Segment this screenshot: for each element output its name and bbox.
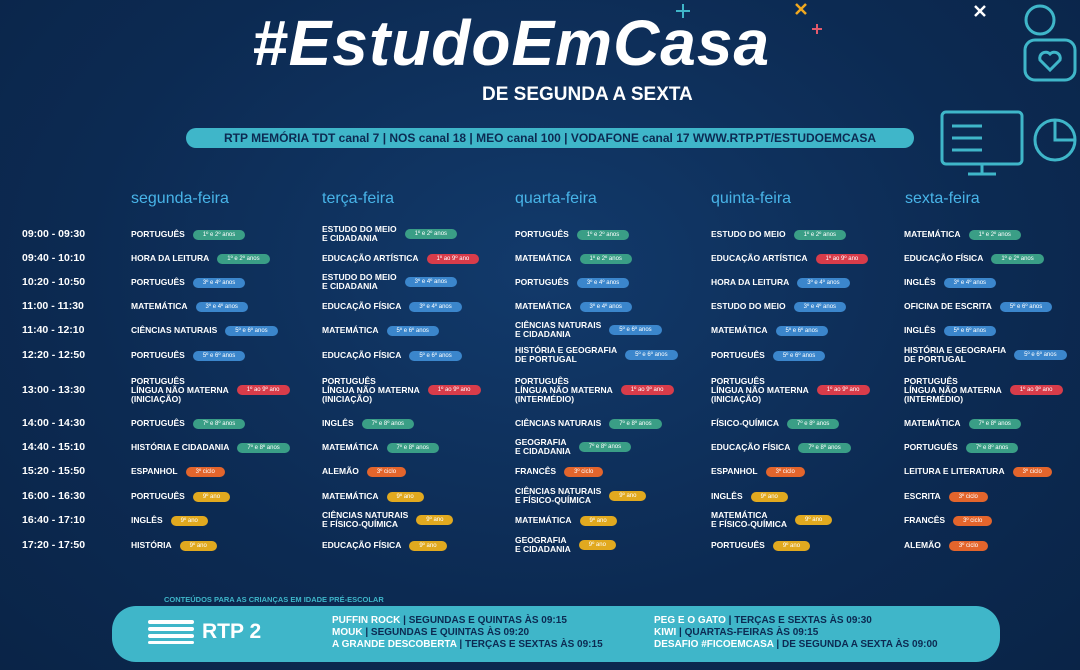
subject-label: CIÊNCIAS NATURAIS E FÍSICO-QUÍMICA bbox=[515, 486, 602, 505]
schedule-cell bbox=[515, 438, 631, 456]
grade-badge: 3º e 4º anos bbox=[405, 277, 457, 287]
subject-label: PORTUGUÊS bbox=[131, 350, 185, 360]
grade-badge: 3º ciclo bbox=[186, 467, 225, 477]
subject-label: MATEMÁTICA bbox=[322, 325, 379, 335]
subject-label: MATEMÁTICA bbox=[515, 301, 572, 311]
subject-label: PORTUGUÊS bbox=[515, 229, 569, 239]
subject-label: MATEMÁTICA bbox=[322, 491, 379, 501]
program-schedule: | QUARTAS-FEIRAS ÀS 09:15 bbox=[676, 627, 819, 638]
schedule-cell bbox=[515, 467, 603, 477]
subject-label: MATEMÁTICA bbox=[322, 442, 379, 452]
schedule-cell bbox=[711, 230, 846, 240]
preschool-program bbox=[654, 627, 818, 639]
subject-label: PORTUGUÊS LÍNGUA NÃO MATERNA (INTERMÉDIO) bbox=[515, 375, 613, 404]
schedule-cell bbox=[515, 377, 674, 404]
schedule-cell bbox=[131, 467, 225, 477]
close-mark-icon bbox=[794, 2, 808, 16]
schedule-cell bbox=[904, 302, 1052, 312]
subject-label: PORTUGUÊS bbox=[904, 442, 958, 452]
grade-badge: 5º e 6º anos bbox=[625, 350, 677, 360]
schedule-cell bbox=[515, 230, 629, 240]
grade-badge: 9º ano bbox=[193, 492, 230, 502]
schedule-cell bbox=[711, 443, 851, 453]
rtp2-logo-text: RTP 2 bbox=[202, 620, 262, 643]
subject-label: PORTUGUÊS LÍNGUA NÃO MATERNA (INTERMÉDIO) bbox=[904, 375, 1002, 404]
time-slot: 13:00 - 13:30 bbox=[22, 384, 86, 396]
grade-badge: 5º e 6º anos bbox=[773, 351, 825, 361]
grade-badge: 1º e 2º anos bbox=[405, 229, 457, 239]
schedule-cell bbox=[131, 351, 245, 361]
subject-label: LEITURA E LITERATURA bbox=[904, 466, 1005, 476]
program-name: KIWI bbox=[654, 627, 677, 638]
schedule-cell bbox=[515, 346, 678, 364]
time-slot: 11:00 - 11:30 bbox=[22, 300, 84, 312]
schedule-cell bbox=[904, 278, 996, 288]
subject-label: EDUCAÇÃO ARTÍSTICA bbox=[711, 253, 808, 263]
grade-badge: 9º ano bbox=[795, 515, 832, 525]
grade-badge: 3º ciclo bbox=[949, 541, 988, 551]
grade-badge: 3º ciclo bbox=[367, 467, 406, 477]
schedule-cell bbox=[904, 516, 992, 526]
subject-label: FÍSICO-QUÍMICA bbox=[711, 418, 779, 428]
subject-label: EDUCAÇÃO FÍSICA bbox=[322, 350, 402, 360]
subject-label: PORTUGUÊS bbox=[515, 277, 569, 287]
time-slot: 12:20 - 12:50 bbox=[22, 349, 86, 361]
grade-badge: 1º e 2º anos bbox=[217, 254, 269, 264]
day-header: quinta-feira bbox=[711, 190, 792, 207]
grade-badge: 1º ao 9º ano bbox=[427, 254, 480, 264]
program-name: PEG E O GATO bbox=[654, 615, 726, 626]
subject-label: PORTUGUÊS bbox=[131, 418, 185, 428]
subject-label: CIÊNCIAS NATURAIS E CIDADANIA bbox=[515, 320, 602, 339]
subject-label: ESTUDO DO MEIO bbox=[711, 229, 786, 239]
grade-badge: 5º e 6º anos bbox=[776, 326, 828, 336]
subject-label: MATEMÁTICA bbox=[904, 418, 961, 428]
time-slot: 11:40 - 12:10 bbox=[22, 324, 85, 336]
subject-label: EDUCAÇÃO FÍSICA bbox=[904, 253, 984, 263]
schedule-cell bbox=[322, 467, 406, 477]
grade-badge: 3º e 4º anos bbox=[797, 278, 849, 288]
subject-label: PORTUGUÊS bbox=[711, 350, 765, 360]
grade-badge: 1º ao 9º ano bbox=[237, 385, 290, 395]
schedule-cell bbox=[322, 511, 453, 529]
grade-badge: 5º e 6º anos bbox=[387, 326, 439, 336]
program-name: PUFFIN ROCK bbox=[332, 615, 401, 626]
grade-badge: 3º e 4º anos bbox=[794, 302, 846, 312]
day-header: quarta-feira bbox=[515, 190, 597, 207]
grade-badge: 1º ao 9º ano bbox=[816, 254, 869, 264]
subject-label: EDUCAÇÃO FÍSICA bbox=[711, 442, 791, 452]
schedule-cell bbox=[711, 467, 805, 477]
grade-badge: 7º e 8º anos bbox=[193, 419, 245, 429]
subject-label: PORTUGUÊS LÍNGUA NÃO MATERNA (INICIAÇÃO) bbox=[131, 375, 229, 404]
grade-badge: 1º e 2º anos bbox=[193, 230, 245, 240]
page-title: #EstudoEmCasa bbox=[252, 7, 771, 79]
grade-badge: 3º e 4º anos bbox=[409, 302, 461, 312]
subject-label: MATEMÁTICA bbox=[515, 515, 572, 525]
grade-badge: 9º ano bbox=[180, 541, 217, 551]
subject-label: ESTUDO DO MEIO E CIDADANIA bbox=[322, 224, 397, 243]
schedule-cell bbox=[131, 443, 290, 453]
plus-icon bbox=[812, 24, 822, 34]
subject-label: PORTUGUÊS LÍNGUA NÃO MATERNA (INICIAÇÃO) bbox=[711, 375, 809, 404]
schedule-cell bbox=[515, 321, 662, 339]
grade-badge: 5º e 6º anos bbox=[225, 326, 277, 336]
grade-badge: 3º e 4º anos bbox=[577, 278, 629, 288]
subject-label: FRANCÊS bbox=[515, 466, 557, 476]
subject-label: EDUCAÇÃO ARTÍSTICA bbox=[322, 253, 419, 263]
schedule-cell bbox=[131, 326, 278, 336]
subject-label: HISTÓRIA E GEOGRAFIA DE PORTUGAL bbox=[515, 345, 618, 364]
subject-label: HISTÓRIA E GEOGRAFIA DE PORTUGAL bbox=[904, 345, 1007, 364]
schedule-cell bbox=[131, 419, 245, 429]
subject-label: PORTUGUÊS bbox=[131, 277, 185, 287]
schedule-cell bbox=[131, 230, 245, 240]
program-name: DESAFIO #FICOEMCASA bbox=[654, 639, 774, 650]
program-schedule: | SEGUNDAS E QUINTAS ÀS 09:15 bbox=[400, 615, 567, 626]
schedule-cell bbox=[904, 346, 1067, 364]
subject-label: PORTUGUÊS LÍNGUA NÃO MATERNA (INICIAÇÃO) bbox=[322, 375, 420, 404]
grade-badge: 7º e 8º anos bbox=[798, 443, 850, 453]
time-slot: 16:40 - 17:10 bbox=[22, 514, 86, 526]
schedule-cell bbox=[322, 351, 462, 361]
grade-badge: 5º e 6º anos bbox=[609, 325, 661, 335]
time-slot: 16:00 - 16:30 bbox=[22, 490, 86, 502]
subject-label: MATEMÁTICA bbox=[515, 253, 572, 263]
schedule-cell bbox=[131, 302, 248, 312]
schedule-cell bbox=[322, 492, 424, 502]
grade-badge: 1º ao 9º ano bbox=[817, 385, 870, 395]
preschool-program bbox=[654, 639, 938, 651]
grade-badge: 9º ano bbox=[387, 492, 424, 502]
grade-badge: 3º ciclo bbox=[564, 467, 603, 477]
schedule-cell bbox=[515, 536, 616, 554]
schedule-cell bbox=[322, 302, 462, 312]
schedule-cell bbox=[711, 326, 828, 336]
grade-badge: 1º e 2º anos bbox=[969, 230, 1021, 240]
subject-label: PORTUGUÊS bbox=[131, 491, 185, 501]
schedule-cell bbox=[904, 377, 1063, 404]
subject-label: ESTUDO DO MEIO E CIDADANIA bbox=[322, 272, 397, 291]
time-slot: 15:20 - 15:50 bbox=[22, 465, 86, 477]
schedule-cell bbox=[131, 541, 217, 551]
grade-badge: 9º ano bbox=[579, 540, 616, 550]
schedule-cell bbox=[322, 326, 439, 336]
channels-banner: RTP MEMÓRIA TDT canal 7 | NOS canal 18 | MEO canal 100 | VODAFONE canal 17 WWW.RTP.PT/ESTUDOEMCASA bbox=[186, 128, 914, 148]
schedule-cell bbox=[711, 511, 832, 529]
subject-label: HISTÓRIA bbox=[131, 540, 172, 550]
grade-badge: 9º ano bbox=[580, 516, 617, 526]
subject-label: CIÊNCIAS NATURAIS bbox=[131, 325, 218, 335]
grade-badge: 3º e 4º anos bbox=[580, 302, 632, 312]
subject-label: INGLÊS bbox=[322, 418, 354, 428]
grade-badge: 9º ano bbox=[609, 491, 646, 501]
grade-badge: 1º ao 9º ano bbox=[428, 385, 481, 395]
schedule-cell bbox=[711, 377, 870, 404]
schedule-cell bbox=[515, 516, 617, 526]
schedule-cell bbox=[322, 225, 457, 243]
grade-badge: 7º e 8º anos bbox=[966, 443, 1018, 453]
subject-label: CIÊNCIAS NATURAIS bbox=[515, 418, 602, 428]
schedule-cell bbox=[322, 541, 447, 551]
grade-badge: 3º ciclo bbox=[953, 516, 992, 526]
schedule-cell bbox=[711, 541, 810, 551]
program-schedule: | TERÇAS E SEXTAS ÀS 09:15 bbox=[456, 639, 603, 650]
subject-label: EDUCAÇÃO FÍSICA bbox=[322, 301, 402, 311]
subject-label: ESTUDO DO MEIO bbox=[711, 301, 786, 311]
schedule-cell bbox=[711, 254, 868, 264]
day-header: terça-feira bbox=[322, 190, 395, 207]
grade-badge: 7º e 8º anos bbox=[969, 419, 1021, 429]
grade-badge: 1º e 2º anos bbox=[580, 254, 632, 264]
preschool-program bbox=[654, 615, 872, 627]
grade-badge: 9º ano bbox=[773, 541, 810, 551]
schedule-cell bbox=[904, 467, 1052, 477]
schedule-cell bbox=[322, 254, 479, 264]
rtp-stripes-icon bbox=[148, 620, 194, 644]
preschool-label: CONTEÚDOS PARA AS CRIANÇAS EM IDADE PRÉ-ESCOLAR bbox=[164, 595, 384, 604]
preschool-program bbox=[332, 615, 567, 627]
subject-label: FRANCÊS bbox=[904, 515, 946, 525]
schedule-cell bbox=[515, 487, 646, 505]
schedule-cell bbox=[711, 419, 839, 429]
grade-badge: 7º e 8º anos bbox=[362, 419, 414, 429]
program-schedule: | SEGUNDAS E QUINTAS ÀS 09:20 bbox=[362, 627, 530, 638]
grade-badge: 7º e 8º anos bbox=[579, 442, 631, 452]
grade-badge: 7º e 8º anos bbox=[237, 443, 289, 453]
grade-badge: 9º ano bbox=[416, 515, 453, 525]
subject-label: ESPANHOL bbox=[131, 466, 178, 476]
schedule-cell bbox=[131, 377, 290, 404]
schedule-cell bbox=[904, 419, 1021, 429]
subject-label: MATEMÁTICA bbox=[131, 301, 188, 311]
subject-label: GEOGRAFIA E CIDADANIA bbox=[515, 535, 571, 554]
grade-badge: 5º e 6º anos bbox=[1000, 302, 1052, 312]
grade-badge: 5º e 6º anos bbox=[409, 351, 461, 361]
schedule-cell bbox=[904, 492, 988, 502]
subject-label: EDUCAÇÃO FÍSICA bbox=[322, 540, 402, 550]
subject-label: HORA DA LEITURA bbox=[711, 277, 790, 287]
schedule-cell bbox=[904, 254, 1044, 264]
subject-label: ESPANHOL bbox=[711, 466, 758, 476]
subject-label: INGLÊS bbox=[711, 491, 743, 501]
schedule-cell bbox=[131, 254, 270, 264]
schedule-cell bbox=[904, 230, 1021, 240]
grade-badge: 1º e 2º anos bbox=[794, 230, 846, 240]
subject-label: OFICINA DE ESCRITA bbox=[904, 301, 992, 311]
grade-badge: 1º e 2º anos bbox=[577, 230, 629, 240]
schedule-cell bbox=[131, 492, 230, 502]
grade-badge: 5º e 6º anos bbox=[944, 326, 996, 336]
grade-badge: 5º e 6º anos bbox=[193, 351, 245, 361]
schedule-cell bbox=[711, 302, 846, 312]
schedule-cell bbox=[904, 443, 1018, 453]
grade-badge: 3º ciclo bbox=[1013, 467, 1052, 477]
subject-label: ALEMÃO bbox=[904, 540, 941, 550]
day-header: sexta-feira bbox=[905, 190, 980, 207]
subject-label: INGLÊS bbox=[131, 515, 163, 525]
time-slot: 14:00 - 14:30 bbox=[22, 417, 86, 429]
subject-label: HORA DA LEITURA bbox=[131, 253, 210, 263]
subject-label: MATEMÁTICA bbox=[904, 229, 961, 239]
time-slot: 14:40 - 15:10 bbox=[22, 441, 86, 453]
program-name: MOUK bbox=[332, 627, 363, 638]
subject-label: MATEMÁTICA E FÍSICO-QUÍMICA bbox=[711, 510, 788, 529]
subject-label: HISTÓRIA E CIDADANIA bbox=[131, 442, 230, 452]
grade-badge: 9º ano bbox=[409, 541, 446, 551]
education-icons-decoration bbox=[930, 0, 1080, 180]
preschool-program bbox=[332, 627, 529, 639]
time-slot: 09:40 - 10:10 bbox=[22, 252, 86, 264]
subject-label: ESCRITA bbox=[904, 491, 941, 501]
schedule-cell bbox=[322, 273, 457, 291]
grade-badge: 9º ano bbox=[171, 516, 208, 526]
schedule-cell bbox=[711, 278, 850, 288]
schedule-cell bbox=[322, 377, 481, 404]
grade-badge: 1º ao 9º ano bbox=[1010, 385, 1063, 395]
time-slot: 17:20 - 17:50 bbox=[22, 539, 86, 551]
grade-badge: 7º e 8º anos bbox=[787, 419, 839, 429]
preschool-program bbox=[332, 639, 603, 651]
page-subtitle: DE SEGUNDA A SEXTA bbox=[482, 84, 693, 105]
grade-badge: 7º e 8º anos bbox=[609, 419, 661, 429]
schedule-cell bbox=[515, 302, 632, 312]
subject-label: PORTUGUÊS bbox=[711, 540, 765, 550]
rtp2-logo bbox=[148, 620, 261, 644]
time-slot: 09:00 - 09:30 bbox=[22, 228, 86, 240]
subject-label: CIÊNCIAS NATURAIS E FÍSICO-QUÍMICA bbox=[322, 510, 409, 529]
program-schedule: | DE SEGUNDA A SEXTA ÀS 09:00 bbox=[773, 639, 938, 650]
schedule-cell bbox=[131, 516, 208, 526]
subject-label: INGLÊS bbox=[904, 325, 936, 335]
grade-badge: 3º e 4º anos bbox=[196, 302, 248, 312]
subject-label: INGLÊS bbox=[904, 277, 936, 287]
schedule-cell bbox=[711, 492, 788, 502]
program-name: A GRANDE DESCOBERTA bbox=[332, 639, 457, 650]
time-slot: 10:20 - 10:50 bbox=[22, 276, 86, 288]
subject-label: GEOGRAFIA E CIDADANIA bbox=[515, 437, 571, 456]
schedule-cell bbox=[904, 541, 988, 551]
subject-label: ALEMÃO bbox=[322, 466, 359, 476]
grade-badge: 3º ciclo bbox=[949, 492, 988, 502]
grade-badge: 1º e 2º anos bbox=[991, 254, 1043, 264]
grade-badge: 3º e 4º anos bbox=[944, 278, 996, 288]
day-header: segunda-feira bbox=[131, 190, 229, 207]
grade-badge: 9º ano bbox=[751, 492, 788, 502]
schedule-cell bbox=[131, 278, 245, 288]
schedule-cell bbox=[904, 326, 996, 336]
grade-badge: 1º ao 9º ano bbox=[621, 385, 674, 395]
grade-badge: 5º e 6º anos bbox=[1014, 350, 1066, 360]
schedule-cell bbox=[711, 351, 825, 361]
grade-badge: 7º e 8º anos bbox=[387, 443, 439, 453]
schedule-cell bbox=[515, 254, 632, 264]
schedule-cell bbox=[515, 278, 629, 288]
grade-badge: 3º ciclo bbox=[766, 467, 805, 477]
program-schedule: | TERÇAS E SEXTAS ÀS 09:30 bbox=[725, 615, 872, 626]
schedule-cell bbox=[515, 419, 662, 429]
subject-label: PORTUGUÊS bbox=[131, 229, 185, 239]
grade-badge: 3º e 4º anos bbox=[193, 278, 245, 288]
schedule-cell bbox=[322, 419, 414, 429]
schedule-cell bbox=[322, 443, 439, 453]
subject-label: MATEMÁTICA bbox=[711, 325, 768, 335]
